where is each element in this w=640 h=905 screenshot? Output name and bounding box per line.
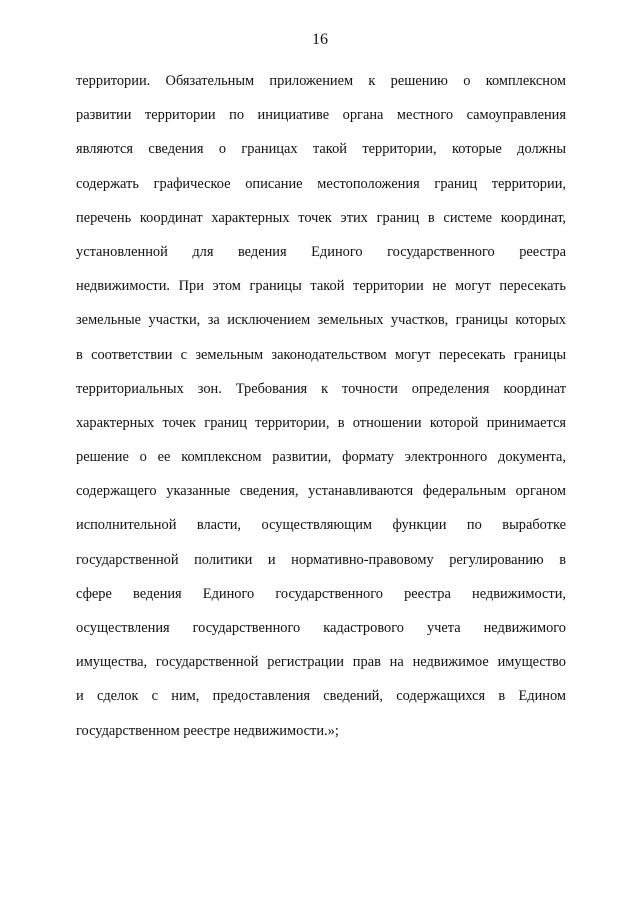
text-line: содержащего указанные сведения, устанавливаются федеральным органом xyxy=(76,483,566,500)
text-line: в соответствии с земельным законодательством могут пересекать границы xyxy=(76,346,566,363)
text-line-last: государственном реестре недвижимости.»; xyxy=(76,722,339,739)
text-line: имущества, государственной регистрации прав на недвижимое имущество xyxy=(76,654,566,671)
text-line: и сделок с ним, предоставления сведений, содержащихся в Едином xyxy=(76,688,566,705)
text-line: территориальных зон. Требования к точности определения координат xyxy=(76,380,566,397)
text-line: государственной политики и нормативно-правовому регулированию в xyxy=(76,551,566,568)
text-line: характерных точек границ территории, в отношении которой принимается xyxy=(76,414,566,431)
text-line: недвижимости. При этом границы такой территории не могут пересекать xyxy=(76,278,566,295)
body-paragraph xyxy=(76,64,566,748)
text-line: земельные участки, за исключением земельных участков, границы которых xyxy=(76,312,566,329)
text-line: установленной для ведения Единого государственного реестра xyxy=(76,243,566,260)
text-line: являются сведения о границах такой территории, которые должны xyxy=(76,141,566,158)
text-line: территории. Обязательным приложением к решению о комплексном xyxy=(76,73,566,89)
text-line: развитии территории по инициативе органа местного самоуправления xyxy=(76,107,566,124)
text-line: перечень координат характерных точек этих границ в системе координат, xyxy=(76,209,566,226)
text-line: решение о ее комплексном развитии, формату электронного документа, xyxy=(76,449,566,466)
text-line: исполнительной власти, осуществляющим функции по выработке xyxy=(76,517,566,534)
text-line: сфере ведения Единого государственного реестра недвижимости, xyxy=(76,585,566,602)
text-line: содержать графическое описание местоположения границ территории, xyxy=(76,175,566,192)
text-line: осуществления государственного кадастрового учета недвижимого xyxy=(76,620,566,636)
page-number: 16 xyxy=(312,31,328,48)
